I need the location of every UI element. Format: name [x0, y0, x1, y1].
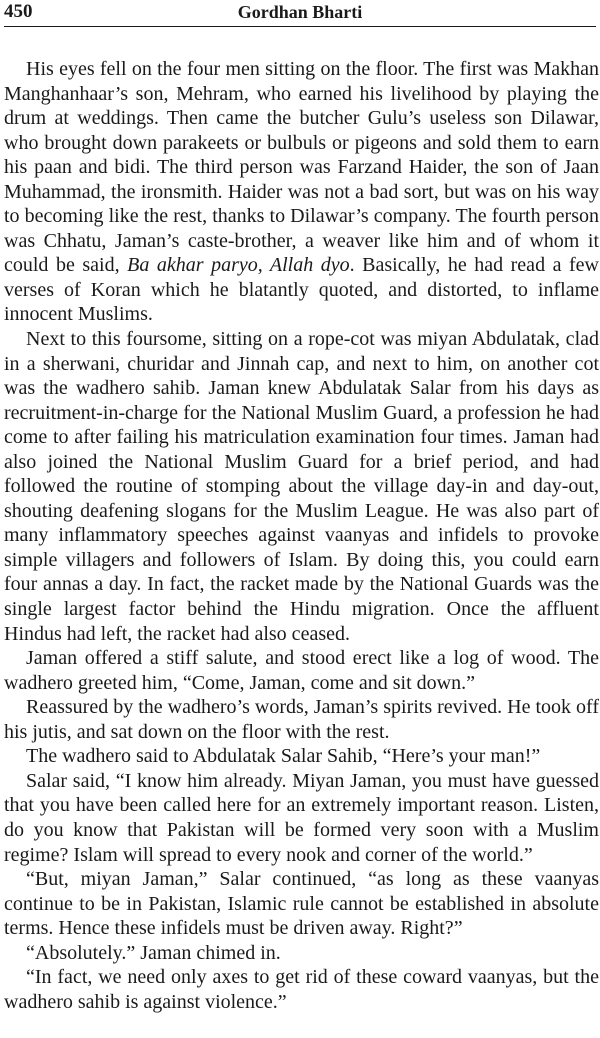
paragraph: “Absolutely.” Jaman chimed in. — [26, 941, 281, 964]
paragraph: Jaman offered a stiff salute, and stood erect like a log of wood. The wadhero greeted him, “Come, Jaman, come and sit down.” — [4, 647, 599, 694]
body-text — [4, 57, 599, 1014]
page-header — [4, 0, 596, 24]
paragraph: The wadhero said to Abdulatak Salar Sahib, “Here’s your man!” — [26, 745, 541, 768]
paragraph-text: . Basically, he had read a few verses of Koran which he blatantly quoted, and distorted, to inflame innocent Muslims. — [4, 254, 599, 326]
paragraph: Next to this foursome, sitting on a rope-cot was miyan Abdulatak, clad in a sherwani, churidar and Jinnah cap, and next to him, on another cot was the wadhero sahib. Jaman knew Abdulatak Salar from his days as recruitment-in-charge for the National Muslim Guard, a profession he had come to after failing his matriculation examination four times. Jaman had also joined the National Muslim Guard for a brief period, and had followed the routine of stomping about the village day-in and day-out, shouting deafening slogans for the Muslim League. He was also part of many inflammatory speeches against vaanyas and infidels to provoke simple villagers and followers of Islam. By doing this, you could earn four annas a day. In fact, the racket made by the National Guards was the single largest factor behind the Hindu migration. Once the affluent Hindus had left, the racket had also ceased. — [4, 328, 599, 645]
paragraph-text: His eyes fell on the four men sitting on the floor. The first was Makhan Manghanhaar’s son, Mehram, who earned his livelihood by playing the drum at weddings. Then came the butcher Gulu’s useless son Dilawar, who brought down parakeets or bulbuls or pigeons and sold them to earn his paan and bidi. The third person was Farzand Haider, the son of Jaan Muhammad, the ironsmith. Haider was not a bad sort, but was on his way to becoming like the rest, thanks to Dilawar’s company. The fourth person was Chhatu, Jaman’s caste-brother, a weaver like him and of whom it could be said, — [4, 58, 599, 277]
paragraph — [4, 57, 599, 327]
paragraph: “But, miyan Jaman,” Salar continued, “as long as these vaanyas continue to be in Pakistan, Islamic rule cannot be established in absolute terms. Hence these infidels must be driven away. Right?” — [4, 868, 599, 940]
page-number: 450 — [4, 1, 33, 22]
paragraph: Salar said, “I know him already. Miyan Jaman, you must have guessed that you have been called here for an extremely important reason. Listen, do you know that Pakistan will be formed very soon with a Muslim regime? Islam will spread to every nook and corner of the world.” — [4, 769, 599, 866]
italic-phrase: Ba akhar paryo, Allah dyo — [127, 254, 350, 277]
paragraph: Reassured by the wadhero’s words, Jaman’s spirits revived. He took off his jutis, and sat down on the floor with the rest. — [4, 696, 599, 743]
header-rule — [4, 26, 596, 27]
paragraph: “In fact, we need only axes to get rid of these coward vaanyas, but the wadhero sahib is against violence.” — [4, 966, 599, 1013]
running-head: Gordhan Bharti — [237, 2, 363, 22]
